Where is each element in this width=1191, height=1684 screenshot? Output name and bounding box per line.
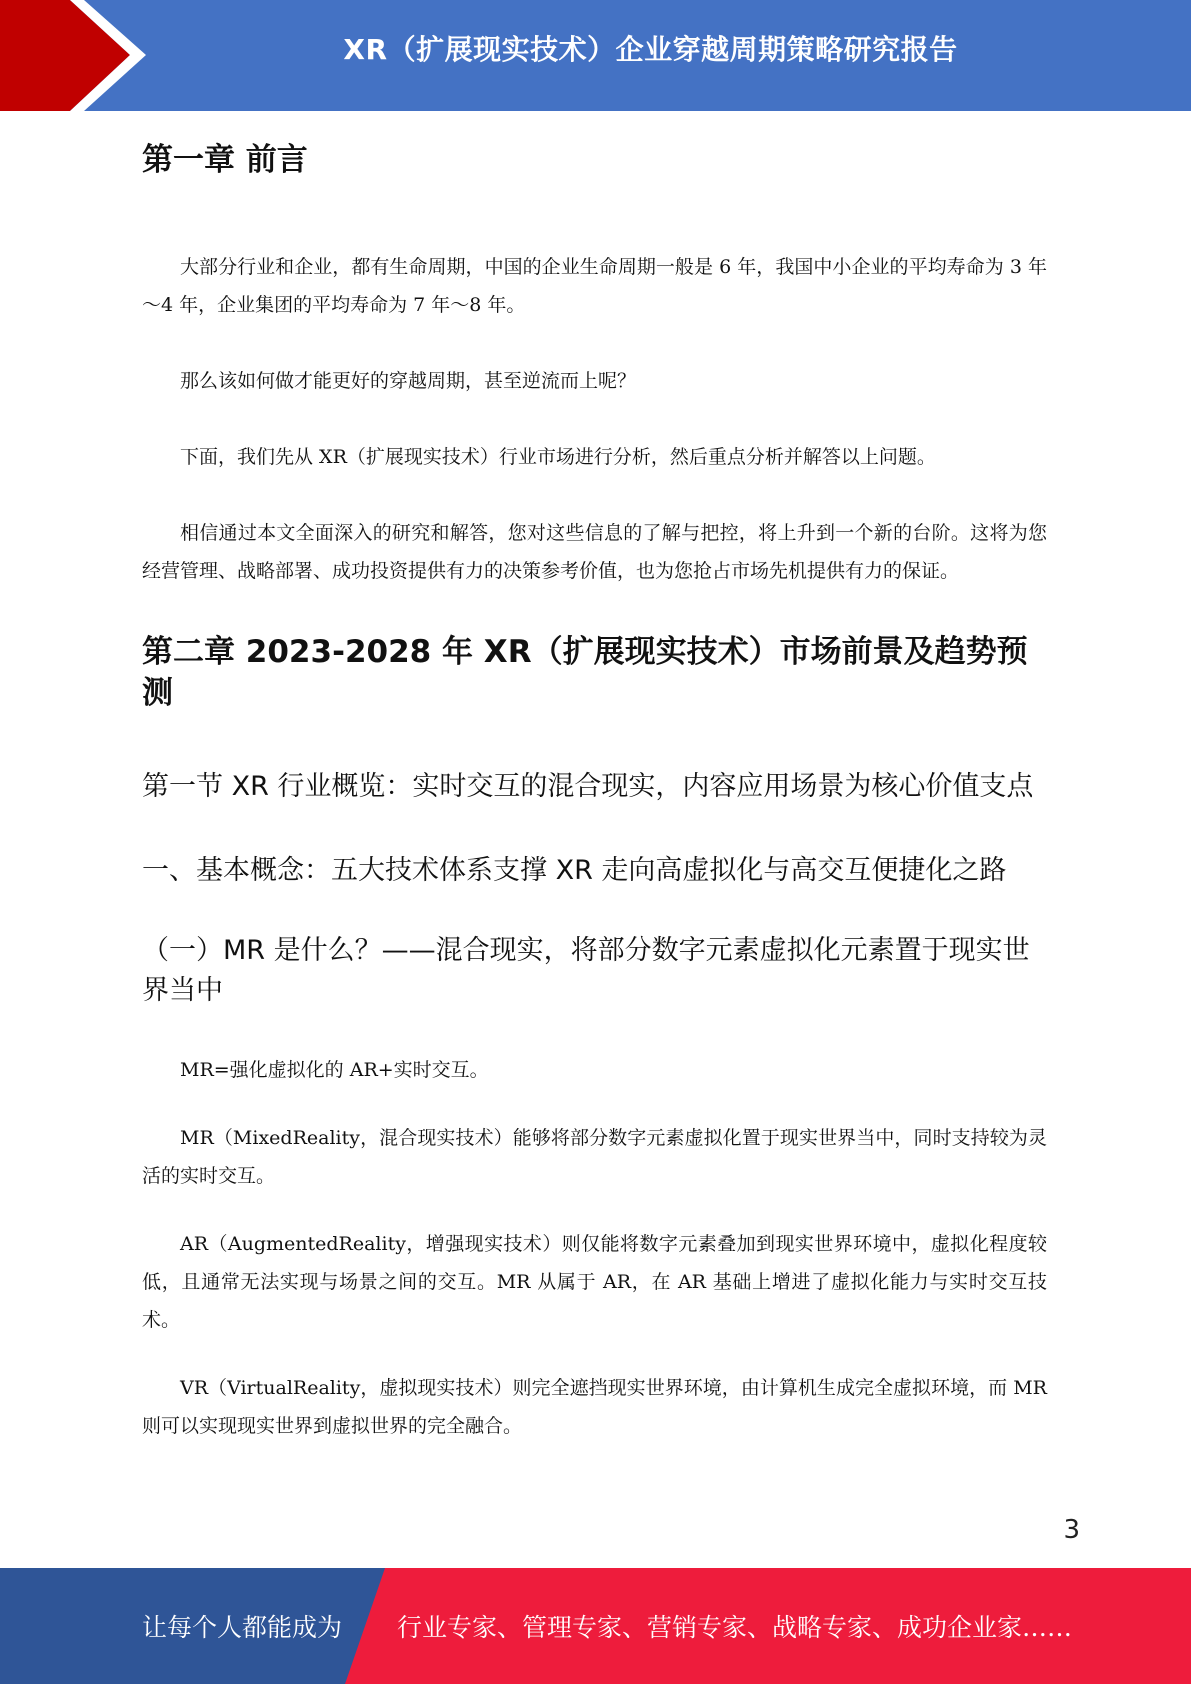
paragraph: 大部分行业和企业，都有生命周期，中国的企业生命周期一般是 6 年，我国中小企业的平均寿命为 3 年～4 年，企业集团的平均寿命为 7 年～8 年。 <box>142 256 1047 317</box>
page-header <box>0 0 1191 111</box>
paragraph: MR（MixedReality，混合现实技术）能够将部分数字元素虚拟化置于现实世界当中，同时支持较为灵活的实时交互。 <box>142 1126 1047 1187</box>
paragraph: 那么该如何做才能更好的穿越周期，甚至逆流而上呢？ <box>180 370 637 393</box>
header-arrow-decoration <box>0 0 160 111</box>
page-number: 3 <box>1063 1515 1080 1545</box>
chapter-2-title: 第二章 2023-2028 年 XR（扩展现实技术）市场前景及趋势预测 <box>142 634 1028 711</box>
paragraph: MR=强化虚拟化的 AR+实时交互。 <box>180 1058 489 1081</box>
paragraph: 下面，我们先从 XR（扩展现实技术）行业市场进行分析，然后重点分析并解答以上问题。 <box>180 446 936 469</box>
paragraph: AR（AugmentedReality，增强现实技术）则仅能将数字元素叠加到现实世界环境中，虚拟化程度较低，且通常无法实现与场景之间的交互。MR 从属于 AR，在 AR 基础上增进了虚拟化能力与实时交互技术。 <box>142 1232 1047 1331</box>
document-body <box>142 130 1047 1445</box>
paragraph: VR（VirtualReality，虚拟现实技术）则完全遮挡现实世界环境，由计算机生成完全虚拟环境，而 MR 则可以实现现实世界到虚拟世界的完全融合。 <box>142 1376 1047 1437</box>
page-footer <box>0 1568 1191 1684</box>
paragraph: 相信通过本文全面深入的研究和解答，您对这些信息的了解与把控，将上升到一个新的台阶。这将为您经营管理、战略部署、成功投资提供有力的决策参考价值，也为您抢占市场先机提供有力的保证。 <box>142 522 1047 583</box>
subsection-1-title: 一、基本概念：五大技术体系支撑 XR 走向高虚拟化与高交互便捷化之路 <box>142 854 1007 886</box>
section-1-title: 第一节 XR 行业概览：实时交互的混合现实，内容应用场景为核心价值支点 <box>142 770 1034 802</box>
report-title: XR（扩展现实技术）企业穿越周期策略研究报告 <box>343 33 958 66</box>
subsection-2-title: （一）MR 是什么？——混合现实，将部分数字元素虚拟化元素置于现实世界当中 <box>142 934 1030 1006</box>
footer-slogan-left: 让每个人都能成为 <box>142 1613 343 1642</box>
footer-slogan-right: 行业专家、管理专家、营销专家、战略专家、成功企业家…… <box>397 1613 1073 1642</box>
chapter-1-title: 第一章 前言 <box>142 142 308 178</box>
